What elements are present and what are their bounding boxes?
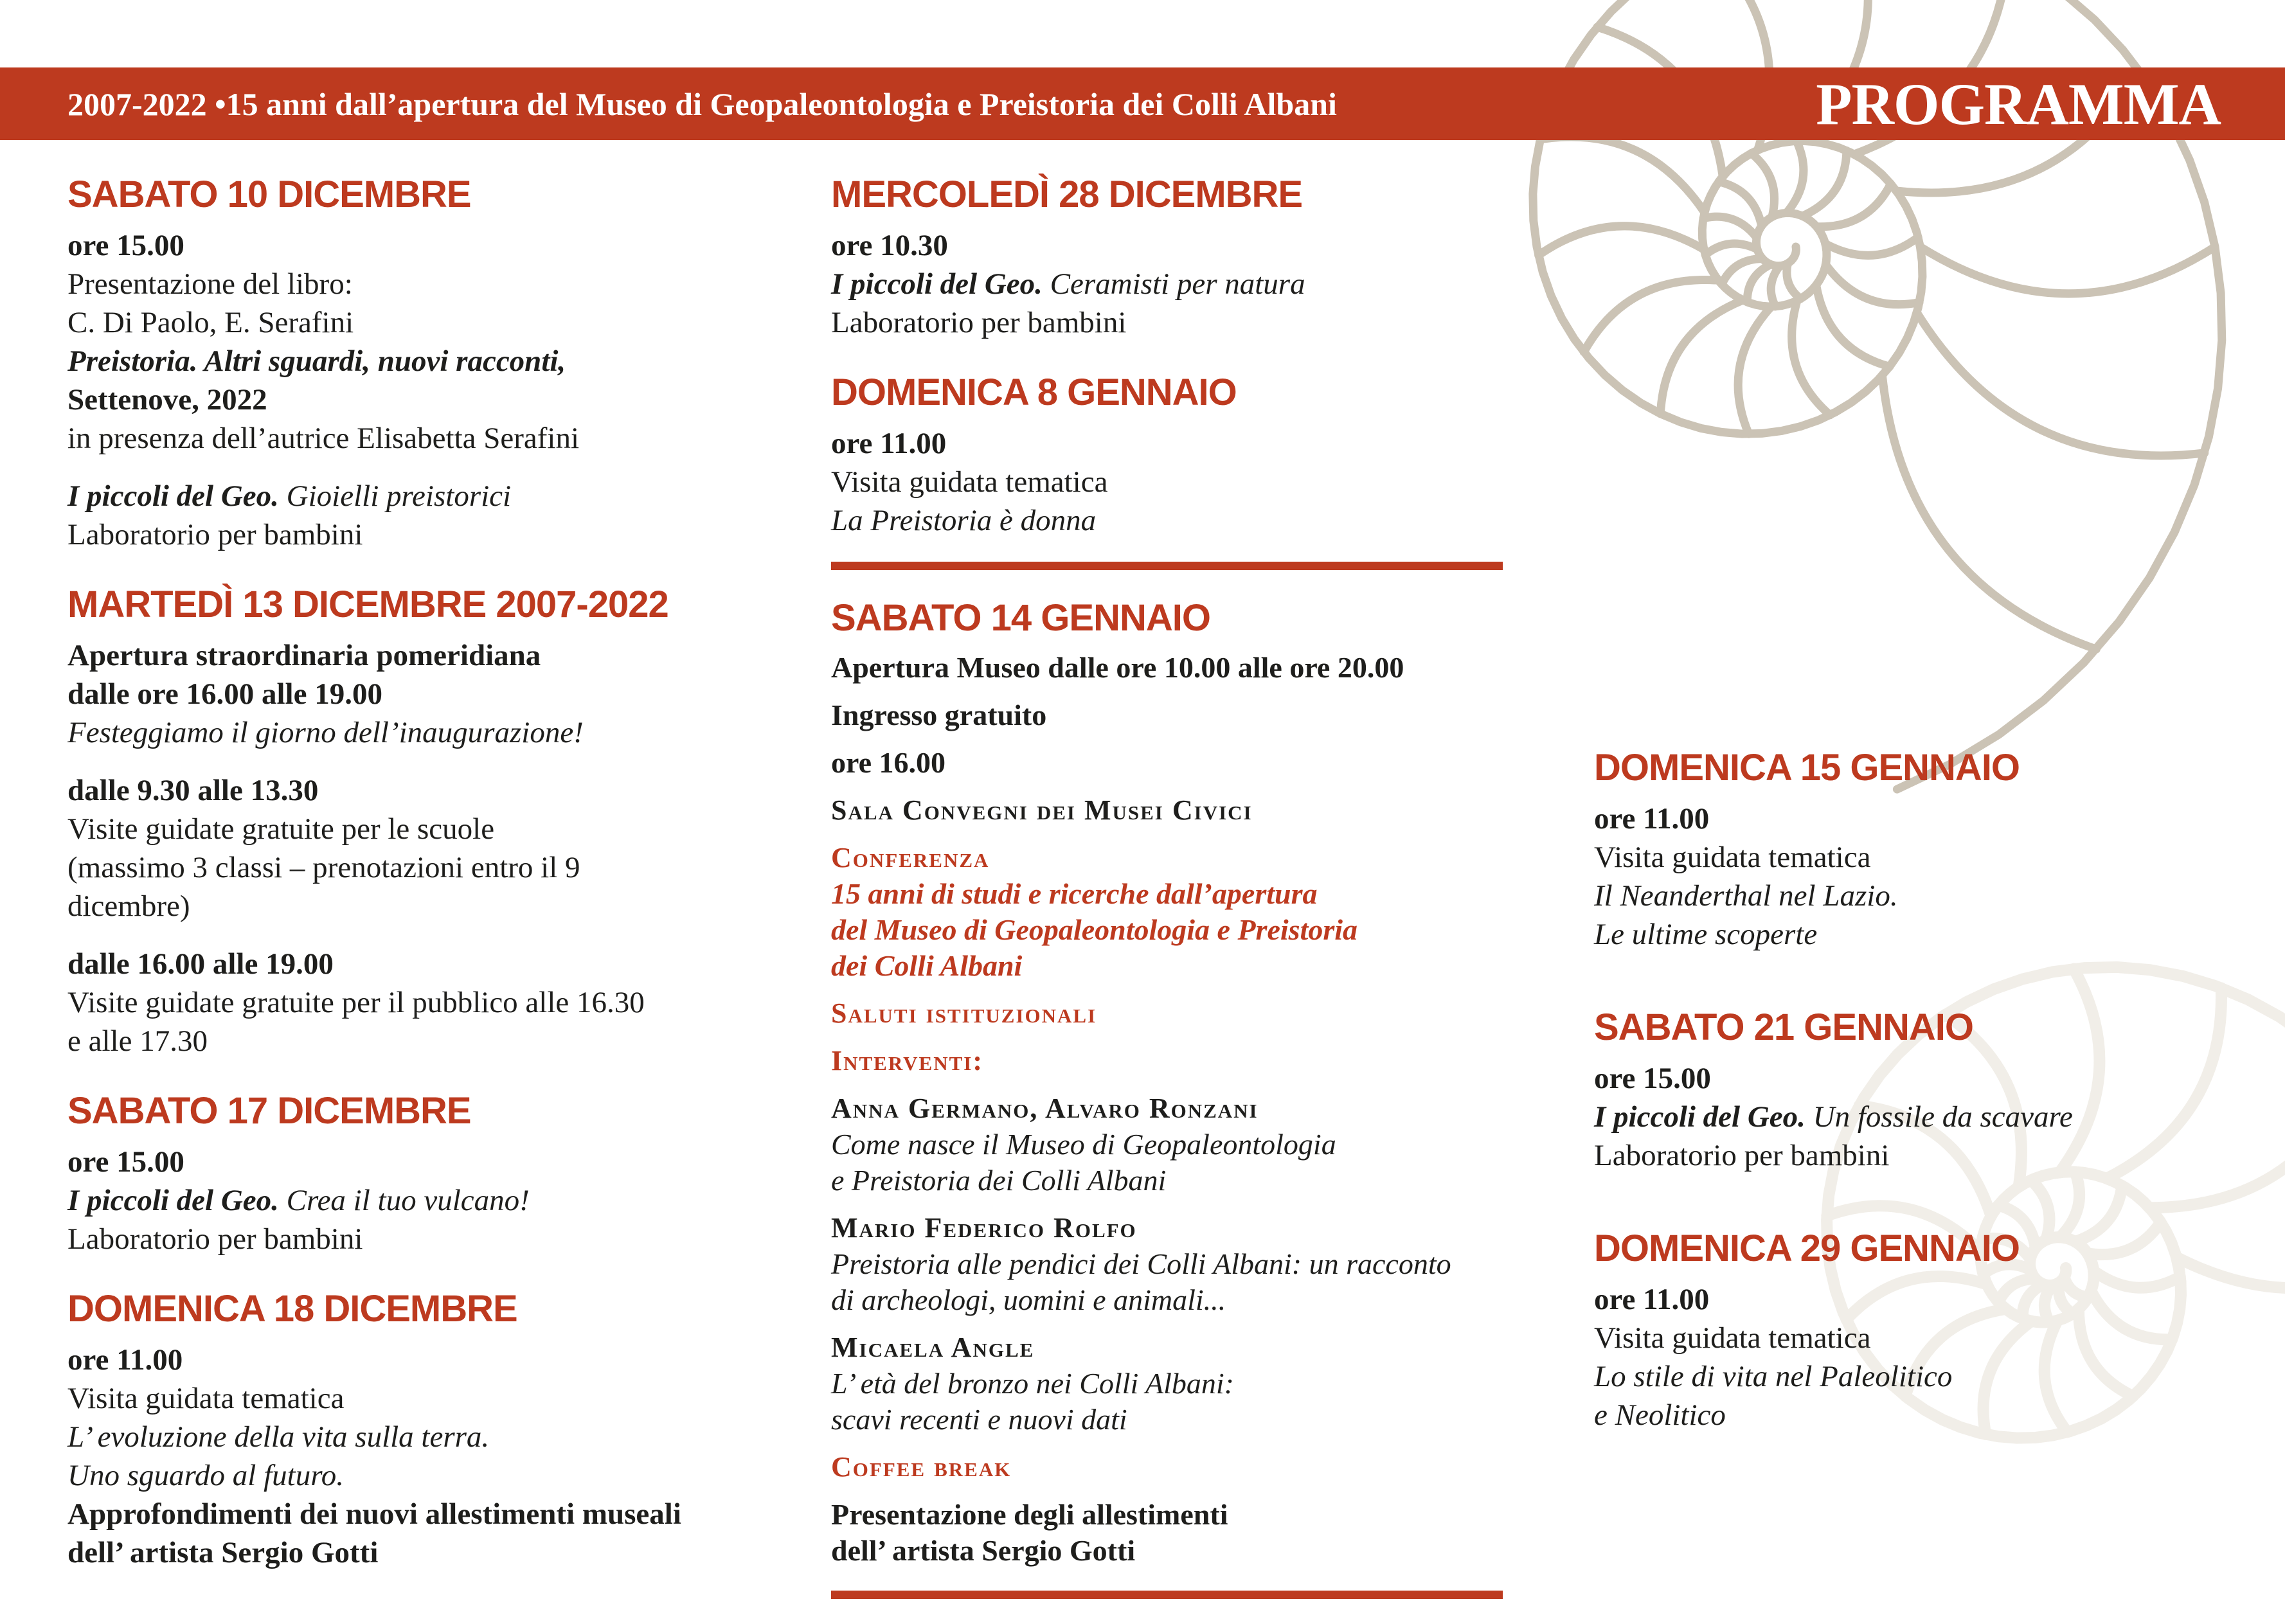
- event-line: Settenove, 2022: [67, 383, 267, 416]
- event-line: Sala Convegni dei Musei Civici: [831, 794, 1253, 826]
- event-line: Laboratorio per bambini: [1594, 1139, 1890, 1172]
- event-line: Approfondimenti dei nuovi allestimenti museali: [67, 1497, 681, 1531]
- event-date-heading: DOMENICA 8 GENNAIO: [831, 371, 1237, 413]
- event-series-label: I piccoli del Geo.: [1594, 1100, 1806, 1134]
- event-line: e alle 17.30: [67, 1024, 208, 1058]
- spacer: [831, 781, 1503, 792]
- event-line: L’ età del bronzo nei Colli Albani:: [831, 1367, 1234, 1400]
- event-line: I piccoli del Geo. Crea il tuo vulcano!: [67, 1184, 530, 1217]
- divider-rule: [831, 1591, 1503, 1599]
- spacer: [67, 925, 781, 945]
- event-line: Conferenza: [831, 842, 990, 873]
- event-line: Visita guidata tematica: [1594, 1321, 1871, 1355]
- event-line: Visita guidata tematica: [831, 465, 1108, 499]
- event-line: Interventi:: [831, 1045, 984, 1076]
- event-line: Il Neanderthal nel Lazio.: [1594, 879, 1898, 913]
- event-series-label: I piccoli del Geo.: [67, 1184, 279, 1217]
- event-series-label: I piccoli del Geo.: [67, 479, 279, 513]
- event-date-heading: SABATO 10 DICEMBRE: [67, 174, 471, 215]
- spacer: [831, 984, 1503, 995]
- program-column-1: [67, 172, 781, 1572]
- event-line: ore 15.00: [1594, 1062, 1711, 1095]
- event-line: Festeggiamo il giorno dell’inaugurazione!: [67, 716, 584, 749]
- event-line: ore 11.00: [831, 427, 947, 460]
- event-line: dalle 16.00 alle 19.00: [67, 947, 334, 981]
- event-line: ore 15.00: [67, 229, 184, 262]
- event-line: La Preistoria è donna: [831, 504, 1097, 537]
- event-date-heading: SABATO 21 GENNAIO: [1594, 1006, 1973, 1048]
- event-line: Apertura Museo dalle ore 10.00 alle ore 20.00: [831, 651, 1404, 684]
- event-line: Preistoria alle pendici dei Colli Albani: un racconto: [831, 1247, 1451, 1280]
- event-line: ore 16.00: [831, 746, 946, 779]
- spacer: [67, 752, 781, 771]
- event-block: [1594, 1005, 2243, 1175]
- event-block: [1594, 1226, 2243, 1434]
- event-date-heading: MERCOLEDÌ 28 DICEMBRE: [831, 174, 1303, 215]
- event-series-label: I piccoli del Geo.: [831, 267, 1043, 301]
- event-line: e Preistoria dei Colli Albani: [831, 1164, 1167, 1197]
- spacer: [831, 1438, 1503, 1449]
- program-column-2: [831, 172, 1503, 1599]
- spacer: [831, 733, 1503, 745]
- event-line: Lo stile di vita nel Paleolitico: [1594, 1360, 1953, 1393]
- event-line: dalle 9.30 alle 13.30: [67, 774, 319, 807]
- event-line: Laboratorio per bambini: [67, 518, 363, 551]
- divider-rule: [831, 562, 1503, 570]
- event-line: Come nasce il Museo di Geopaleontologia: [831, 1128, 1336, 1161]
- event-line: Coffee break: [831, 1451, 1012, 1483]
- event-line: di archeologi, uomini e animali...: [831, 1283, 1226, 1316]
- event-date-heading: MARTEDÌ 13 DICEMBRE 2007-2022: [67, 584, 668, 625]
- event-date-heading: DOMENICA 29 GENNAIO: [1594, 1227, 2020, 1269]
- spacer: [67, 458, 781, 477]
- event-line: Ingresso gratuito: [831, 699, 1047, 731]
- event-line: dell’ artista Sergio Gotti: [67, 1536, 379, 1569]
- event-line: dalle ore 16.00 alle 19.00: [67, 677, 382, 711]
- event-line: Laboratorio per bambini: [67, 1222, 363, 1256]
- event-line: C. Di Paolo, E. Serafini: [67, 306, 354, 339]
- event-block: [67, 1089, 781, 1258]
- event-line: (massimo 3 classi – prenotazioni entro il 9: [67, 851, 580, 884]
- event-line: Saluti istituzionali: [831, 997, 1097, 1029]
- event-line: ore 10.30: [831, 229, 948, 262]
- spacer: [831, 1079, 1503, 1091]
- event-line: scavi recenti e nuovi dati: [831, 1403, 1127, 1436]
- event-line: I piccoli del Geo. Gioielli preistorici: [67, 479, 512, 513]
- event-block: [831, 596, 1503, 1569]
- event-line: del Museo di Geopaleontologia e Preistoria: [831, 913, 1358, 946]
- event-line: Anna Germano, Alvaro Ronzani: [831, 1093, 1259, 1124]
- event-line: Uno sguardo al futuro.: [67, 1459, 344, 1492]
- event-date-heading: SABATO 14 GENNAIO: [831, 597, 1210, 639]
- event-line: Visita guidata tematica: [67, 1382, 345, 1415]
- event-line: dicembre): [67, 889, 190, 923]
- spacer: [831, 1031, 1503, 1043]
- event-block: [1594, 745, 2243, 954]
- event-line: in presenza dell’autrice Elisabetta Serafini: [67, 422, 580, 455]
- program-column-3: [1594, 745, 2243, 1434]
- event-block: [67, 172, 781, 554]
- event-line: dei Colli Albani: [831, 949, 1023, 982]
- event-line: I piccoli del Geo. Un fossile da scavare: [1594, 1100, 2073, 1134]
- event-line: Preistoria. Altri sguardi, nuovi racconti,: [67, 344, 566, 378]
- spacer: [831, 828, 1503, 840]
- event-line: Le ultime scoperte: [1594, 918, 1818, 951]
- spacer: [831, 1485, 1503, 1497]
- event-line: e Neolitico: [1594, 1398, 1726, 1432]
- spacer: [831, 1318, 1503, 1330]
- event-line: ore 15.00: [67, 1145, 184, 1179]
- event-line: 15 anni di studi e ricerche dall’apertura: [831, 877, 1318, 910]
- event-line: Presentazione degli allestimenti: [831, 1498, 1228, 1531]
- event-line: Visita guidata tematica: [1594, 841, 1871, 874]
- event-line: ore 11.00: [67, 1343, 183, 1377]
- banner-title: 2007-2022 •15 anni dall’apertura del Museo di Geopaleontologia e Preistoria dei Colli Albani: [67, 85, 1337, 122]
- event-line: Mario Federico Rolfo: [831, 1212, 1137, 1244]
- event-line: Laboratorio per bambini: [831, 306, 1127, 339]
- spacer: [831, 1199, 1503, 1210]
- event-block: [67, 1287, 781, 1572]
- programma-label: PROGRAMMA: [1816, 71, 2221, 137]
- spacer: [831, 686, 1503, 697]
- event-line: ore 11.00: [1594, 802, 1710, 835]
- event-date-heading: DOMENICA 18 DICEMBRE: [67, 1288, 517, 1330]
- event-line: dell’ artista Sergio Gotti: [831, 1534, 1136, 1567]
- event-line: Apertura straordinaria pomeridiana: [67, 639, 541, 672]
- event-line: Visite guidate gratuite per il pubblico alle 16.30: [67, 986, 645, 1019]
- event-block: [831, 370, 1503, 540]
- event-date-heading: SABATO 17 DICEMBRE: [67, 1090, 471, 1132]
- event-line: Micaela Angle: [831, 1332, 1035, 1363]
- event-line: ore 11.00: [1594, 1283, 1710, 1316]
- banner: [0, 67, 2285, 140]
- event-block: [67, 582, 781, 1060]
- event-line: Visite guidate gratuite per le scuole: [67, 812, 495, 846]
- event-line: L’ evoluzione della vita sulla terra.: [67, 1420, 490, 1454]
- event-line: Presentazione del libro:: [67, 267, 353, 301]
- event-date-heading: DOMENICA 15 GENNAIO: [1594, 747, 2020, 789]
- event-line: I piccoli del Geo. Ceramisti per natura: [831, 267, 1305, 301]
- event-block: [831, 172, 1503, 342]
